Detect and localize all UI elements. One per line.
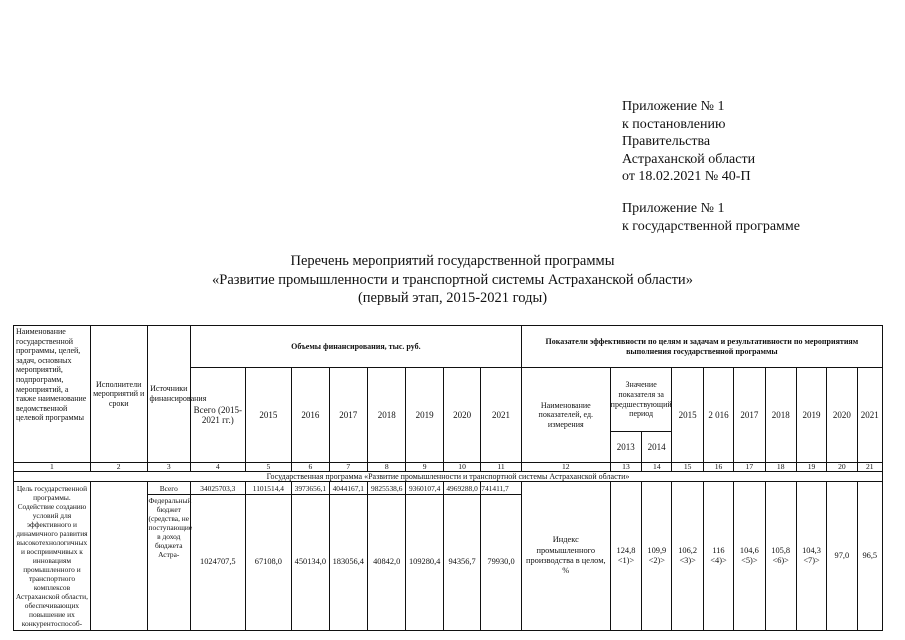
program-title: Государственная программа «Развитие промышленности и транспортной системы Астраханской области» xyxy=(14,472,883,482)
header-year: 2018 xyxy=(368,368,406,463)
measures-table xyxy=(13,325,883,631)
header-previous-period xyxy=(610,368,672,463)
column-number: 14 xyxy=(642,463,672,472)
appendix-program xyxy=(622,200,800,235)
header-indicator-year: 2 016 xyxy=(703,368,733,463)
column-number-row xyxy=(14,463,883,472)
column-number: 21 xyxy=(857,463,882,472)
header-prev-year: 2013 xyxy=(611,432,642,462)
header-year: 2020 xyxy=(443,368,480,463)
column-number: 16 xyxy=(703,463,733,472)
indicator-name: Индекс промышленного производства в целом, % xyxy=(521,482,610,631)
column-number: 4 xyxy=(191,463,246,472)
column-number: 7 xyxy=(329,463,367,472)
total-value: 9825538,6 xyxy=(368,482,406,495)
federal-value: 67108,0 xyxy=(245,495,292,631)
title-line-1: Перечень мероприятий государственной программы xyxy=(290,253,615,269)
appendix-line: к постановлению xyxy=(622,116,726,132)
indicator-prev-value: 124,8 <1)> xyxy=(610,482,641,631)
measures-table-wrapper xyxy=(13,325,883,640)
header-executors: Исполнители мероприятий и сроки xyxy=(90,326,147,463)
column-number: 8 xyxy=(368,463,406,472)
indicator-value: 106,2 <3)> xyxy=(672,482,703,631)
column-number: 17 xyxy=(734,463,765,472)
column-number: 20 xyxy=(827,463,857,472)
column-number: 1 xyxy=(14,463,91,472)
column-number: 12 xyxy=(521,463,610,472)
indicator-value: 96,5 xyxy=(857,482,882,631)
table-row xyxy=(14,482,883,495)
header-total: Всего (2015-2021 гг.) xyxy=(191,368,246,463)
appendix-line: от 18.02.2021 № 40-П xyxy=(622,169,751,185)
total-value: 34025703,3 xyxy=(191,482,246,495)
federal-value: 109280,4 xyxy=(406,495,443,631)
appendix-line: Правительства xyxy=(622,134,711,150)
header-indicators-group: Показатели эффективности по целям и задачам и результативности по мероприятиям выполнения государственной программы xyxy=(521,326,882,368)
appendix-resolution xyxy=(622,98,755,186)
appendix-line: Астраханской области xyxy=(622,151,756,167)
header-funding-group: Объемы финансирования, тыс. руб. xyxy=(191,326,522,368)
source-federal: Федеральный бюджет (средства, не поступающие в доход бюджета Астра- xyxy=(147,495,190,631)
federal-value: 40842,0 xyxy=(368,495,406,631)
header-year: 2021 xyxy=(481,368,522,463)
header-year: 2015 xyxy=(245,368,292,463)
header-indicator-year: 2018 xyxy=(765,368,796,463)
column-number: 18 xyxy=(765,463,796,472)
title-line-2: «Развитие промышленности и транспортной системы Астраханской области» xyxy=(212,271,693,288)
indicator-value: 97,0 xyxy=(827,482,857,631)
total-value: 4044167,1 xyxy=(329,482,367,495)
header-prev-year: 2014 xyxy=(647,441,666,452)
appendix-line: Приложение № 1 xyxy=(622,201,725,216)
document-title xyxy=(0,252,905,308)
column-number: 15 xyxy=(672,463,703,472)
header-indicator-year: 2017 xyxy=(734,368,765,463)
federal-value: 450134,0 xyxy=(292,495,329,631)
header-previous-value: Значение показателя за предшествующий период xyxy=(611,368,672,432)
header-indicator-year: 2021 xyxy=(857,368,882,463)
header-indicator-year: 2019 xyxy=(796,368,826,463)
header-year: 2019 xyxy=(406,368,443,463)
column-number: 3 xyxy=(147,463,190,472)
indicator-prev-value: 109,9 <2)> xyxy=(642,482,672,631)
header-year: 2017 xyxy=(329,368,367,463)
title-line-3: (первый этап, 2015-2021 годы) xyxy=(357,290,548,306)
column-number: 2 xyxy=(90,463,147,472)
column-number: 13 xyxy=(610,463,641,472)
header-year: 2016 xyxy=(292,368,329,463)
header-indicator-name: Наименование показателей, ед. измерения xyxy=(521,368,610,463)
total-value: 741411,7 xyxy=(481,482,522,495)
total-value: 4969288,0 xyxy=(443,482,480,495)
federal-value: 94356,7 xyxy=(443,495,480,631)
total-value: 1101514,4 xyxy=(245,482,292,495)
column-number: 9 xyxy=(406,463,443,472)
total-value: 3973656,1 xyxy=(292,482,329,495)
appendix-line: Приложение № 1 xyxy=(622,99,725,114)
column-number: 6 xyxy=(292,463,329,472)
indicator-value: 104,6 <5)> xyxy=(734,482,765,631)
executors-cell xyxy=(90,482,147,631)
federal-value: 183056,4 xyxy=(329,495,367,631)
total-value: 9360107,4 xyxy=(406,482,443,495)
header-sources: Источники финансирования xyxy=(147,326,190,463)
indicator-value: 104,3 <7)> xyxy=(796,482,826,631)
source-total: Всего xyxy=(147,482,190,495)
column-number: 19 xyxy=(796,463,826,472)
header-name: Наименование государственной программы, целей, задач, основных мероприятий, подпрограмм, мероприятий, а также наименование ведомственной целевой программы xyxy=(14,326,91,463)
column-number: 5 xyxy=(245,463,292,472)
indicator-value: 105,8 <6)> xyxy=(765,482,796,631)
appendix-line: к государственной программе xyxy=(622,218,800,234)
program-row xyxy=(14,472,883,482)
indicator-value: 116 <4)> xyxy=(703,482,733,631)
federal-value: 1024707,5 xyxy=(191,495,246,631)
header-indicator-year: 2020 xyxy=(827,368,857,463)
goal-text: Цель государственной программы. Содействие созданию условий для эффективного и динамичного развития высокотехнологичных и восприимчивых к инновациям промышленного и транспортного комплексов Астраханской области, обеспечивающих повышение их конкурентоспособ- xyxy=(14,482,91,631)
column-number: 10 xyxy=(443,463,480,472)
header-indicator-year: 2015 xyxy=(672,368,703,463)
federal-value: 79930,0 xyxy=(481,495,522,631)
column-number: 11 xyxy=(481,463,522,472)
